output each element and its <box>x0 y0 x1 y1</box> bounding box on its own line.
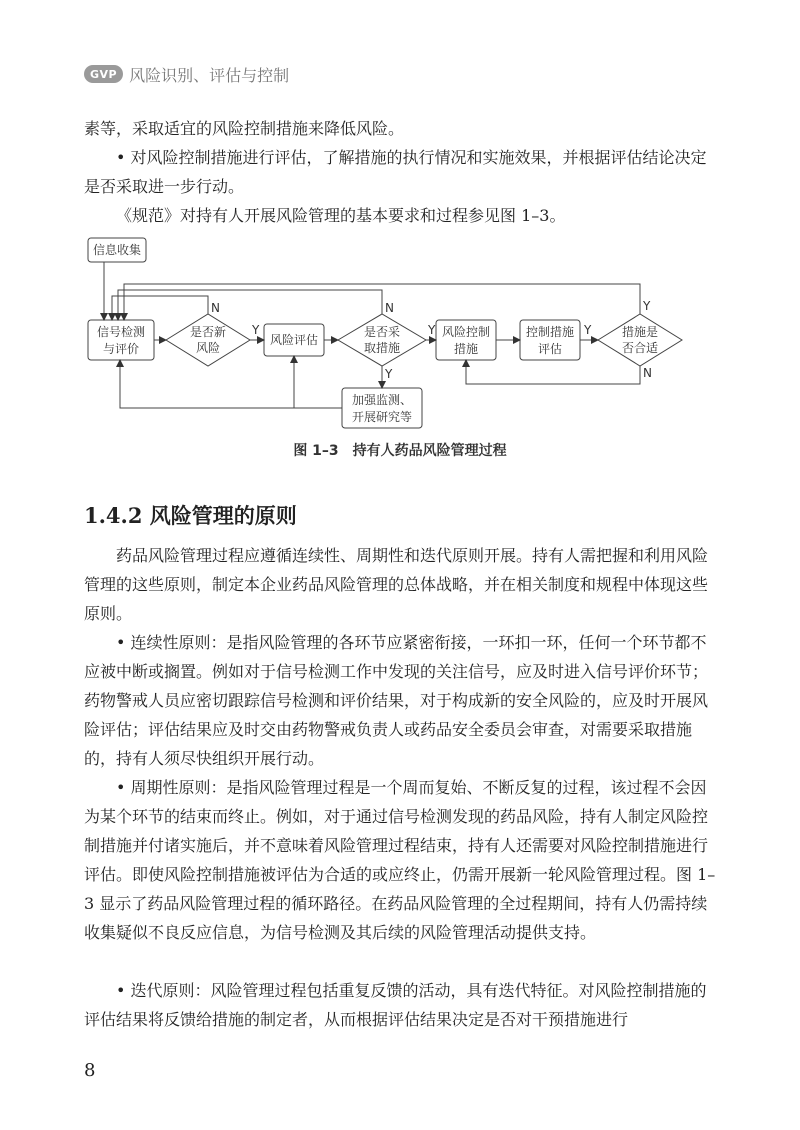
risk-control-label-1: 风险控制 <box>441 325 491 339</box>
header-title: 风险识别、评估与控制 <box>129 65 290 85</box>
principles-intro-paragraph: 药品风险管理过程应遵循连续性、周期性和迭代原则开展。持有人需把握和利用风险管理的这些原则，制定本企业药品风险管理的总体战略，并在相关制度和规程中体现这些原则。 <box>84 546 709 623</box>
info-collection-label: 信息收集 <box>92 243 142 257</box>
flowchart-svg <box>84 232 716 432</box>
control-evaluation-label-1: 控制措施 <box>525 325 575 339</box>
new-risk-label-1: 是否新 <box>189 325 227 339</box>
running-header <box>84 60 289 88</box>
suitable-label-1: 措施是 <box>621 325 659 339</box>
edge-label-y: Y <box>584 323 592 337</box>
signal-detection-label-2: 与评价 <box>102 342 140 356</box>
new-risk-diamond <box>166 314 250 366</box>
take-measure-label-2: 取措施 <box>363 341 401 355</box>
paragraph-continuation: 素等，采取适宜的风险控制措施来降低风险。 <box>84 119 405 138</box>
section-heading: 1.4.2 风险管理的原则 <box>84 503 297 528</box>
bullet-paragraph: • 对风险控制措施进行评估，了解措施的执行情况和实施效果，并根据评估结论决定是否采取进一步行动。 <box>84 148 707 196</box>
take-measure-diamond <box>338 314 426 366</box>
gvp-logo: GVP <box>84 65 123 83</box>
edge-label-y: Y <box>643 299 651 313</box>
edge-label-n: N <box>385 301 394 315</box>
monitoring-label-2: 开展研究等 <box>351 410 413 424</box>
edge-label-y: Y <box>428 323 436 337</box>
risk-management-flowchart <box>84 232 716 432</box>
suitable-label-2: 否合适 <box>621 341 659 355</box>
periodicity-principle-paragraph: • 周期性原则：是指风险管理过程是一个周而复始、不断反复的过程，该过程不会因为某个环节的结束而终止。例如，对于通过信号检测发现的药品风险，持有人制定风险控制措施并付诸实施后，并不意味着风险管理过程结束，持有人还需要对风险控制措施进行评估。即使风险控制措施被评估为合适的或应终止，仍需开展新一轮风险管理过程。图 1–3 显示了药品风险管理过程的循环路径。在药品风险管理的全过程期间，持有人仍需持续收集疑似不良反应信息，为信号检测及其后续的风险管理活动提供支持。 <box>84 778 716 942</box>
monitoring-label-1: 加强监测、 <box>351 393 413 407</box>
page-number: 8 <box>84 1060 96 1081</box>
signal-detection-label-1: 信号检测 <box>96 325 146 339</box>
figure-caption: 图 1–3 持有人药品风险管理过程 <box>293 443 507 459</box>
edge-label-n: N <box>643 366 652 380</box>
figure-reference-paragraph: 《规范》对持有人开展风险管理的基本要求和过程参见图 1–3。 <box>116 206 566 225</box>
iteration-principle-paragraph: • 迭代原则：风险管理过程包括重复反馈的活动，具有迭代特征。对风险控制措施的评估结果将反馈给措施的制定者，从而根据评估结果决定是否对干预措施进行 <box>84 981 707 1029</box>
take-measure-label-1: 是否采 <box>363 325 401 339</box>
control-evaluation-label-2: 评估 <box>537 342 563 356</box>
edge-label-y: Y <box>385 367 393 381</box>
risk-assessment-label: 风险评估 <box>269 333 319 347</box>
new-risk-label-2: 风险 <box>195 341 221 355</box>
suitable-diamond <box>598 314 682 366</box>
continuity-principle-paragraph: • 连续性原则：是指风险管理的各环节应紧密衔接，一环扣一环，任何一个环节都不应被中断或搁置。例如对于信号检测工作中发现的关注信号，应及时进入信号评价环节；药物警戒人员应密切跟踪信号检测和评价结果，对于构成新的安全风险的，应及时开展风险评估；评估结果应及时交由药物警戒负责人或药品安全委员会审查，对需要采取措施的，持有人须尽快组织开展行动。 <box>84 633 709 768</box>
edge-label-y: Y <box>252 323 260 337</box>
edge-label-n: N <box>211 301 220 315</box>
risk-control-label-2: 措施 <box>453 342 479 356</box>
